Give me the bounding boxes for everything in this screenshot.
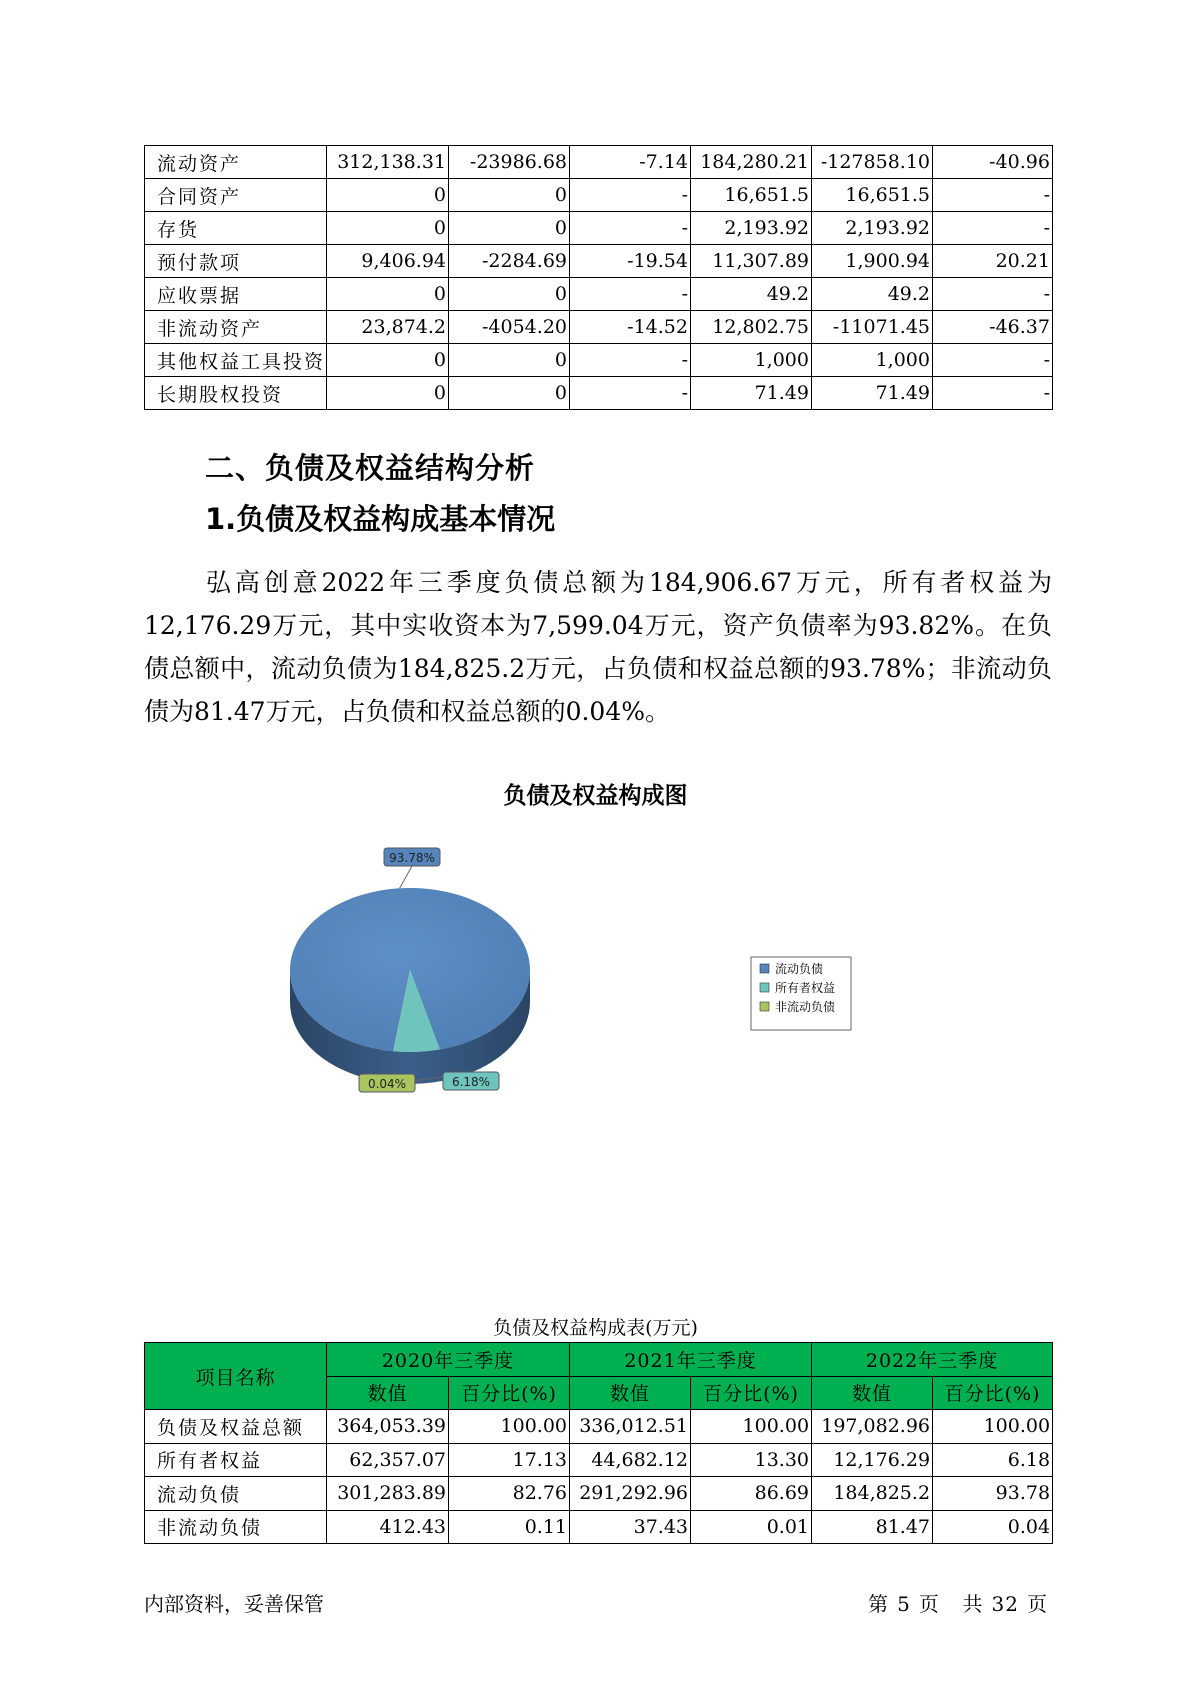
header-sub: 百分比(%) — [449, 1376, 570, 1410]
header-sub: 数值 — [570, 1376, 691, 1410]
table-cell: - — [570, 278, 691, 311]
table-cell: 17.13 — [449, 1443, 570, 1477]
table-cell: 12,802.75 — [691, 311, 812, 344]
table-cell: 49.2 — [812, 278, 933, 311]
row-label: 负债及权益总额 — [145, 1410, 327, 1444]
row-label: 长期股权投资 — [145, 377, 327, 410]
table-cell: - — [570, 179, 691, 212]
row-label: 流动负债 — [145, 1477, 327, 1511]
table-cell: 49.2 — [691, 278, 812, 311]
table-cell: 9,406.94 — [327, 245, 449, 278]
table-cell: -7.14 — [570, 146, 691, 179]
table-cell: 6.18 — [933, 1443, 1053, 1477]
header-sub: 数值 — [327, 1376, 449, 1410]
row-label: 存货 — [145, 212, 327, 245]
table-cell: - — [570, 212, 691, 245]
legend-label: 所有者权益 — [775, 981, 836, 995]
table-cell: 0 — [327, 278, 449, 311]
header-sub: 百分比(%) — [691, 1376, 812, 1410]
table-cell: 16,651.5 — [812, 179, 933, 212]
table-cell: -23986.68 — [449, 146, 570, 179]
row-label: 应收票据 — [145, 278, 327, 311]
table-cell: 197,082.96 — [812, 1410, 933, 1444]
table-row — [145, 1510, 1053, 1544]
table-cell: -4054.20 — [449, 311, 570, 344]
legend-swatch — [760, 1002, 769, 1011]
table-cell: 62,357.07 — [327, 1443, 449, 1477]
table-cell: 100.00 — [933, 1410, 1053, 1444]
table-cell: 71.49 — [691, 377, 812, 410]
table-row — [145, 1477, 1053, 1511]
table-cell: 11,307.89 — [691, 245, 812, 278]
legend-swatch — [760, 983, 769, 992]
row-label: 其他权益工具投资 — [145, 344, 327, 377]
legend-label: 非流动负债 — [775, 1000, 836, 1014]
chart-title: 负债及权益构成图 — [503, 783, 688, 809]
table-cell: - — [570, 344, 691, 377]
row-label: 合同资产 — [145, 179, 327, 212]
section-subtitle: 1.负债及权益构成基本情况 — [205, 502, 556, 536]
row-label: 非流动资产 — [145, 311, 327, 344]
liability-equity-table — [144, 1342, 1053, 1544]
table-cell: 2,193.92 — [812, 212, 933, 245]
table-cell: 336,012.51 — [570, 1410, 691, 1444]
table-cell: 0 — [449, 179, 570, 212]
row-label: 预付款项 — [145, 245, 327, 278]
table-cell: -2284.69 — [449, 245, 570, 278]
header-sub: 数值 — [812, 1376, 933, 1410]
table-cell: 0.01 — [691, 1510, 812, 1544]
table-cell: - — [933, 377, 1053, 410]
table-cell: 0 — [449, 212, 570, 245]
table-cell: 0 — [327, 377, 449, 410]
header-item-name: 项目名称 — [145, 1343, 327, 1410]
table-cell: 12,176.29 — [812, 1443, 933, 1477]
legend-swatch — [760, 964, 769, 973]
header-sub: 百分比(%) — [933, 1376, 1053, 1410]
table-cell: 20.21 — [933, 245, 1053, 278]
table-caption: 负债及权益构成表(万元) — [493, 1317, 698, 1339]
table-cell: 13.30 — [691, 1443, 812, 1477]
row-label: 所有者权益 — [145, 1443, 327, 1477]
footer-note: 内部资料，妥善保管 — [144, 1592, 324, 1616]
table-cell: 301,283.89 — [327, 1477, 449, 1511]
table-cell: - — [933, 278, 1053, 311]
pie-data-label: 6.18% — [451, 1075, 491, 1089]
header-period: 2021年三季度 — [570, 1343, 812, 1377]
pie-data-label: 93.78% — [389, 851, 435, 865]
table-row — [145, 1410, 1053, 1444]
header-period: 2022年三季度 — [812, 1343, 1053, 1377]
table-cell: -127858.10 — [812, 146, 933, 179]
table-cell: -11071.45 — [812, 311, 933, 344]
table-cell: 0 — [449, 278, 570, 311]
table-cell: 2,193.92 — [691, 212, 812, 245]
table-cell: 0 — [327, 179, 449, 212]
table-cell: 71.49 — [812, 377, 933, 410]
table-cell: 0 — [449, 344, 570, 377]
header-period: 2020年三季度 — [327, 1343, 570, 1377]
table-cell: 364,053.39 — [327, 1410, 449, 1444]
chart-legend — [751, 957, 851, 1030]
table-cell: 1,000 — [691, 344, 812, 377]
table-cell: -40.96 — [933, 146, 1053, 179]
table-cell: -14.52 — [570, 311, 691, 344]
analysis-paragraph: 弘高创意2022年三季度负债总额为184,906.67万元，所有者权益为12,176.29万元，其中实收资本为7,599.04万元，资产负债率为93.82%。在负债总额中，流动负债为184,825.2万元，占负债和权益总额的93.78%；非流动负债为81.47万元，占负债和权益总额的0.04%。 — [144, 568, 1052, 726]
table-cell: 37.43 — [570, 1510, 691, 1544]
table-cell: 1,000 — [812, 344, 933, 377]
table-row — [145, 1443, 1053, 1477]
table-cell: 86.69 — [691, 1477, 812, 1511]
table-cell: 291,292.96 — [570, 1477, 691, 1511]
table-cell: 0 — [327, 212, 449, 245]
table-cell: -19.54 — [570, 245, 691, 278]
table-cell: - — [933, 344, 1053, 377]
table-cell: - — [933, 179, 1053, 212]
table-cell: 312,138.31 — [327, 146, 449, 179]
row-label: 流动资产 — [145, 146, 327, 179]
table-cell: 184,280.21 — [691, 146, 812, 179]
table-cell: 412.43 — [327, 1510, 449, 1544]
section-title: 二、负债及权益结构分析 — [205, 451, 536, 485]
table-cell: 0 — [327, 344, 449, 377]
table-cell: 16,651.5 — [691, 179, 812, 212]
pie-data-label: 0.04% — [367, 1077, 407, 1091]
table-cell: 1,900.94 — [812, 245, 933, 278]
table-cell: 82.76 — [449, 1477, 570, 1511]
table-cell: 0.11 — [449, 1510, 570, 1544]
legend-label: 流动负债 — [775, 962, 824, 976]
table-cell: 44,682.12 — [570, 1443, 691, 1477]
table-cell: 100.00 — [691, 1410, 812, 1444]
table-cell: 184,825.2 — [812, 1477, 933, 1511]
row-label: 非流动负债 — [145, 1510, 327, 1544]
table-cell: - — [570, 377, 691, 410]
page-number: 第 5 页 共 32 页 — [868, 1592, 1048, 1616]
table-cell: 23,874.2 — [327, 311, 449, 344]
table-cell: 100.00 — [449, 1410, 570, 1444]
table-cell: - — [933, 212, 1053, 245]
table-cell: 0 — [449, 377, 570, 410]
table-cell: 0.04 — [933, 1510, 1053, 1544]
table-cell: -46.37 — [933, 311, 1053, 344]
table-cell: 93.78 — [933, 1477, 1053, 1511]
table-cell: 81.47 — [812, 1510, 933, 1544]
